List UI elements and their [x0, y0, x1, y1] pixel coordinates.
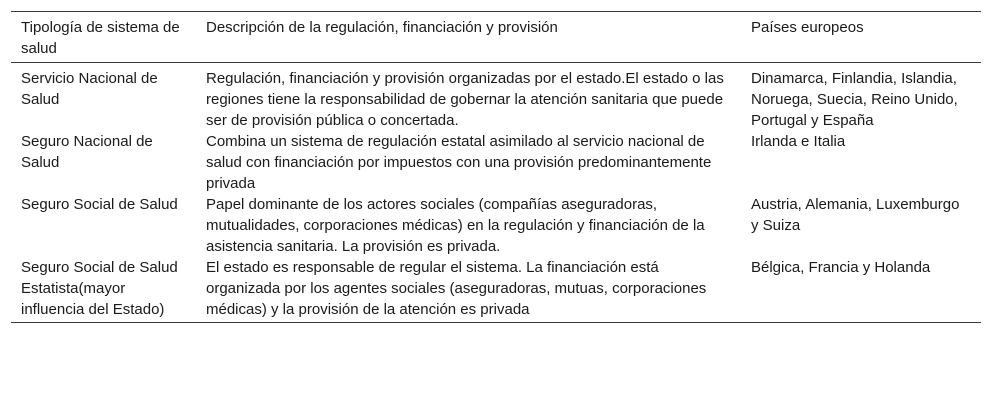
header-description: Descripción de la regulación, financiación y provisión: [206, 19, 558, 36]
cell-typology: Seguro Social de Salud Estatista(mayor influencia del Estado): [21, 259, 178, 318]
table-header: [11, 12, 981, 63]
table-row: [11, 63, 981, 132]
cell-countries: Austria, Alemania, Luxemburgo y Suiza: [751, 196, 960, 234]
table-row: [11, 257, 981, 323]
header-countries: Países europeos: [751, 19, 864, 36]
cell-description: Combina un sistema de regulación estatal asimilado al servicio nacional de salud con financiación por impuestos con una provisión predominantemente privada: [206, 133, 712, 192]
health-systems-table: [11, 11, 981, 323]
cell-typology: Servicio Nacional de Salud: [21, 70, 158, 108]
table-header-row: [11, 12, 981, 63]
cell-description: Regulación, financiación y provisión organizadas por el estado.El estado o las regiones tiene la responsabilidad de gobernar la atención sanitaria que puede ser de provisión pública o concertada.: [206, 70, 724, 129]
health-systems-table-container: [11, 11, 981, 323]
cell-description: Papel dominante de los actores sociales (compañías aseguradoras, mutualidades, corporaciones médicas) en la regulación y financiación de la asistencia sanitaria. La provisión es privada.: [206, 196, 705, 255]
table-row: [11, 131, 981, 194]
cell-typology: Seguro Nacional de Salud: [21, 133, 153, 171]
cell-countries: Dinamarca, Finlandia, Islandia, Noruega, Suecia, Reino Unido, Portugal y España: [751, 70, 958, 129]
cell-description: El estado es responsable de regular el sistema. La financiación está organizada por los agentes sociales (aseguradoras, mutuas, corporaciones médicas) y la provisión de la atención es privada: [206, 259, 707, 318]
header-typology: Tipología de sistema de salud: [21, 19, 180, 57]
table-body: [11, 63, 981, 323]
cell-countries: Irlanda e Italia: [751, 133, 846, 150]
cell-typology: Seguro Social de Salud: [21, 196, 178, 213]
table-row: [11, 194, 981, 257]
cell-countries: Bélgica, Francia y Holanda: [751, 259, 931, 276]
